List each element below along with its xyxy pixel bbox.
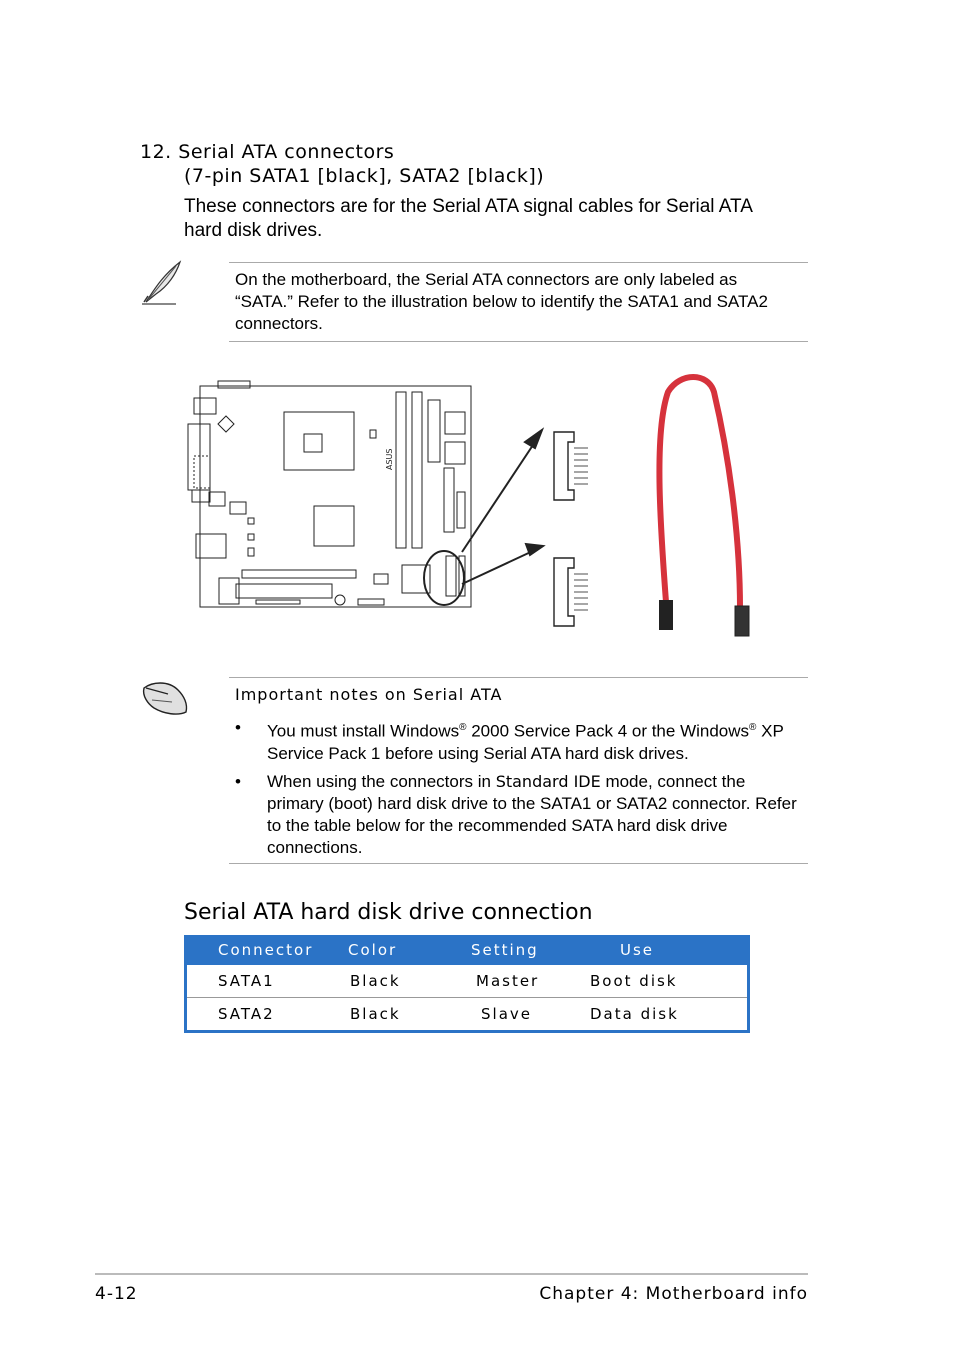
- mode-name: Standard IDE: [495, 771, 601, 791]
- pointing-hand-icon: [138, 674, 194, 718]
- table-cell: Master: [476, 972, 540, 990]
- connection-table: [184, 935, 750, 1033]
- important-note-item: • When using the connectors in Standard IDE mode, connect the primary (boot) hard disk drive to the SATA1 or SATA2 connector. Refer to the table below for the recommended SATA hard disk drive connections.: [235, 771, 797, 857]
- note-bottom-rule: [229, 341, 808, 342]
- chapter-title: Chapter 4: Motherboard info: [539, 1284, 808, 1304]
- table-cell: SATA1: [218, 972, 275, 990]
- note-top-rule: [229, 262, 808, 263]
- important-top-rule: [229, 677, 808, 678]
- table-header-cell: Setting: [470, 935, 612, 965]
- quill-pen-icon: [136, 256, 186, 308]
- table-header-cell: Use: [612, 935, 750, 965]
- page-number: 4-12: [95, 1284, 138, 1304]
- connection-title: Serial ATA hard disk drive connection: [184, 900, 593, 925]
- table-cell: Black: [350, 1005, 401, 1023]
- table-cell: SATA2: [218, 1005, 275, 1023]
- section-description: These connectors are for the Serial ATA signal cables for Serial ATA hard disk drives.: [184, 196, 752, 241]
- footer-rule: [95, 1273, 808, 1275]
- important-title: Important notes on Serial ATA: [235, 685, 503, 704]
- connector-arrows: [462, 430, 543, 584]
- table-row: [187, 998, 747, 1031]
- table-header-cell: Color: [347, 935, 470, 965]
- important-bottom-rule: [229, 863, 808, 864]
- table-header-cell: Connector: [184, 935, 347, 965]
- important-notes-list: [229, 717, 804, 865]
- sata-cable: [659, 377, 749, 636]
- table-header-row: [184, 935, 750, 965]
- bullet-icon: •: [235, 771, 241, 791]
- table-row: [187, 965, 747, 998]
- important-note-item: • You must install Windows® 2000 Service Pack 4 or the Windows® XP Service Pack 1 before using Serial ATA hard disk drives.: [235, 718, 784, 763]
- section-title-line2: (7-pin SATA1 [black], SATA2 [black]): [184, 165, 545, 187]
- table-cell: Slave: [481, 1005, 532, 1023]
- table-cell: Data disk: [590, 1005, 679, 1023]
- section-title-line1: 12. Serial ATA connectors: [140, 141, 395, 163]
- motherboard-diagram: [188, 381, 471, 607]
- table-cell: Boot disk: [590, 972, 678, 990]
- note-text: On the motherboard, the Serial ATA connectors are only labeled as “SATA.” Refer to the illustration below to identify the SATA1 and SATA2 connectors.: [235, 270, 768, 333]
- board-logo: ASUS: [385, 448, 394, 470]
- motherboard-sata-illustration: [180, 372, 780, 642]
- sata-connector-zoom: [554, 432, 588, 626]
- table-cell: Black: [350, 972, 401, 990]
- bullet-icon: •: [235, 718, 241, 737]
